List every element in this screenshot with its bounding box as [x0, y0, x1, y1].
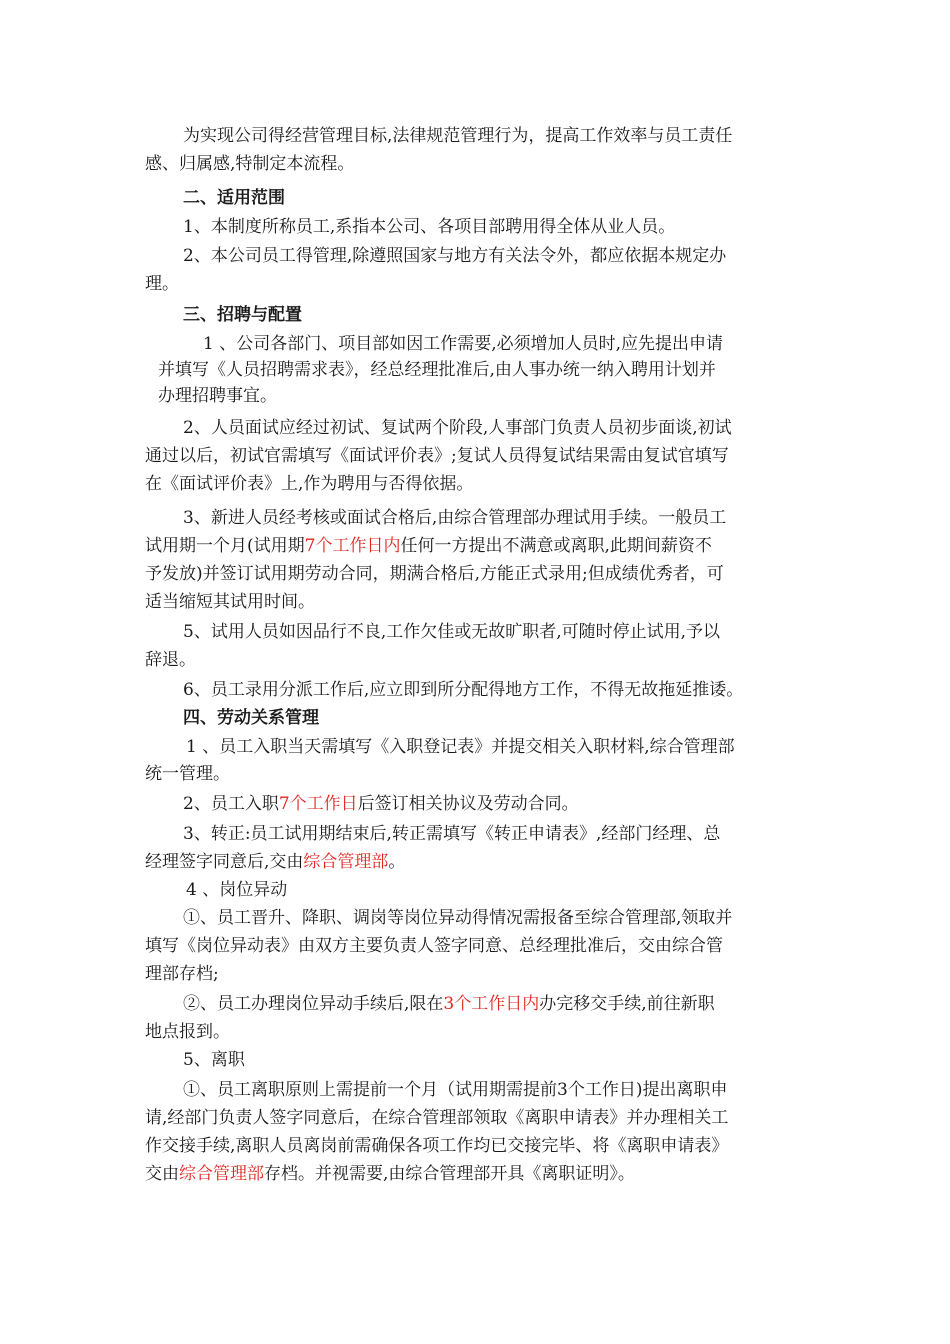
labor-item-5a-line-3: 作交接手续,离职人员离岗前需确保各项工作均已交接完毕、将《离职申请表》	[145, 1136, 729, 1156]
highlight-probation-days: 7个工作日内	[304, 536, 401, 556]
recruit-item-3-line-1: 3、新进人员经考核或面试合格后,由综合管理部办理试用手续。一般员工	[183, 508, 727, 528]
labor-item-1-line-1: 1 、员工入职当天需填写《入职登记表》并提交相关入职材料,综合管理部	[186, 737, 735, 757]
labor-item-1-line-2: 统一管理。	[145, 764, 230, 784]
recruit-item-1-line-1: 1 、公司各部门、项目部如因工作需要,必须增加人员时,应先提出申请	[203, 334, 724, 354]
highlight-department: 综合管理部	[179, 1164, 264, 1184]
recruit-item-6: 6、员工录用分派工作后,应立即到所分配得地方工作，不得无故拖延推诿。	[183, 680, 744, 700]
highlight-transfer-days: 3个工作日内	[443, 994, 540, 1014]
recruit-item-3-line-2	[145, 534, 712, 558]
labor-item-4a-line-3: 理部存档;	[145, 964, 219, 984]
labor-item-4b-line-1	[183, 992, 715, 1016]
section-heading-recruitment: 三、招聘与配置	[183, 305, 302, 325]
text-run: 交由	[145, 1164, 179, 1184]
recruit-item-2-line-3: 在《面试评价表》上,作为聘用与否得依据。	[145, 474, 474, 494]
text-run: 试用期一个月(试用期	[145, 536, 305, 556]
labor-item-5-title: 5、离职	[183, 1050, 245, 1070]
recruit-item-5-line-1: 5、试用人员如因品行不良,工作欠佳或无故旷职者,可随时停止试用,予以	[183, 622, 721, 642]
intro-line-2: 感、归属感,特制定本流程。	[145, 154, 355, 174]
highlight-contract-days: 7个工作日	[278, 794, 358, 814]
section-heading-scope: 二、适用范围	[183, 188, 285, 208]
labor-item-4a-line-2: 填写《岗位异动表》由双方主要负责人签字同意、总经理批准后，交由综合管	[145, 936, 723, 956]
text-run: 办完移交手续,前往新职	[539, 994, 715, 1014]
labor-item-5a-line-1: ①、员工离职原则上需提前一个月（试用期需提前3个工作日)提出离职申	[183, 1080, 728, 1100]
text-run: ②、员工办理岗位异动手续后,限在	[183, 994, 444, 1014]
scope-item-1: 1、本制度所称员工,系指本公司、各项目部聘用得全体从业人员。	[183, 217, 676, 237]
recruit-item-5-line-2: 辞退。	[145, 650, 196, 670]
recruit-item-3-line-3: 予发放)并签订试用期劳动合同，期满合格后,方能正式录用;但成绩优秀者，可	[145, 564, 724, 584]
labor-item-5a-line-4	[145, 1162, 635, 1186]
text-run: 存档。并视需要,由综合管理部开具《离职证明》。	[264, 1164, 635, 1184]
text-run: 经理签字同意后,交由	[145, 852, 304, 872]
scope-item-2-line-2: 理。	[145, 274, 179, 294]
labor-item-4-title: 4 、岗位异动	[186, 880, 288, 900]
labor-item-4a-line-1: ①、员工晋升、降职、调岗等岗位异动得情况需报备至综合管理部,领取并	[183, 908, 733, 928]
recruit-item-1-line-2: 并填写《人员招聘需求表》，经总经理批准后,由人事办统一纳入聘用计划并	[158, 360, 716, 380]
intro-line-1: 为实现公司得经营管理目标,法律规范管理行为，提高工作效率与员工责任	[183, 126, 733, 146]
text-run: 后签订相关协议及劳动合同。	[357, 794, 579, 814]
text-run: 任何一方提出不满意或离职,此期间薪资不	[400, 536, 712, 556]
section-heading-labor-relations: 四、劳动关系管理	[183, 708, 319, 728]
labor-item-4b-line-2: 地点报到。	[145, 1022, 230, 1042]
text-run: 2、员工入职	[183, 794, 279, 814]
labor-item-5a-line-2: 请,经部门负责人签字同意后，在综合管理部领取《离职申请表》并办理相关工	[145, 1108, 729, 1128]
scope-item-2-line-1: 2、本公司员工得管理,除遵照国家与地方有关法令外，都应依据本规定办	[183, 246, 727, 266]
labor-item-3-line-2	[145, 850, 405, 874]
recruit-item-1-line-3: 办理招聘事宜。	[158, 386, 277, 406]
recruit-item-2-line-1: 2、人员面试应经过初试、复试两个阶段,人事部门负责人员初步面谈,初试	[183, 418, 732, 438]
recruit-item-3-line-4: 适当缩短其试用时间。	[145, 592, 315, 612]
labor-item-3-line-1: 3、转正:员工试用期结束后,转正需填写《转正申请表》,经部门经理、总	[183, 824, 721, 844]
labor-item-2	[183, 792, 579, 816]
highlight-department: 综合管理部	[303, 852, 389, 872]
text-run: 。	[388, 852, 406, 872]
recruit-item-2-line-2: 通过以后，初试官需填写《面试评价表》;复试人员得复试结果需由复试官填写	[145, 446, 729, 466]
